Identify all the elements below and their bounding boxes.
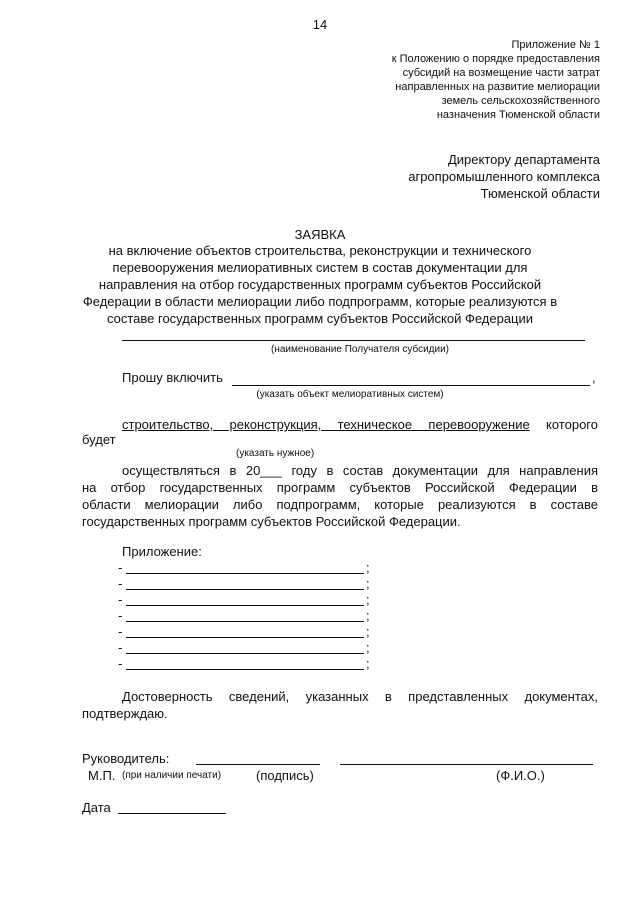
subtitle-line: на включение объектов строительства, реконструкции и технического xyxy=(108,243,532,258)
attachment-dash: - xyxy=(118,608,123,623)
head-label: Руководитель: xyxy=(82,751,170,766)
appendix-line: земель сельскохозяйственного xyxy=(441,95,600,107)
attachment-blank[interactable] xyxy=(126,621,364,622)
confirmation-line: подтверждаю. xyxy=(82,706,168,721)
attachment-end: ; xyxy=(366,624,370,639)
facility-caption: (указать объект мелиоративных систем) xyxy=(256,389,444,400)
confirmation-line: Достоверность сведений, указанных в представленных документах, xyxy=(122,689,598,704)
attachment-end: ; xyxy=(366,576,370,591)
stamp-note: (при наличии печати) xyxy=(122,770,222,781)
subtitle-line: Федерации в области мелиорации либо подпрограмм, которые реализуются в xyxy=(82,294,558,309)
appendix-line: направленных на развитие мелиорации xyxy=(395,81,600,93)
subtitle-line: перевооружения мелиоративных систем в состав документации для xyxy=(112,260,528,275)
confirmation-paragraph xyxy=(82,688,598,722)
date-blank[interactable] xyxy=(118,813,226,814)
addressee-line: Тюменской области xyxy=(480,186,600,201)
attachment-dash: - xyxy=(118,576,123,591)
request-prefix: Прошу включить xyxy=(122,370,223,385)
attachment-blank[interactable] xyxy=(126,637,364,638)
body-line: на отбор государственных программ субъектов Российской Федерации в xyxy=(82,480,598,495)
request-comma: , xyxy=(592,370,596,385)
body-line: осуществляться в 20___ году в состав документации для направления xyxy=(122,463,598,478)
attachment-item xyxy=(118,607,378,624)
attachment-dash: - xyxy=(118,656,123,671)
page-number: 14 xyxy=(312,17,328,32)
facility-blank[interactable] xyxy=(232,385,590,386)
appendix-line: назначения Тюменской области xyxy=(436,109,600,121)
works-continuation: будет xyxy=(82,432,116,447)
works-options: строительство, реконструкция, техническое перевооружение xyxy=(122,417,530,432)
appendix-reference xyxy=(330,38,600,122)
attachment-dash: - xyxy=(118,640,123,655)
document-title: ЗАЯВКА xyxy=(294,227,346,242)
body-paragraph xyxy=(82,462,598,530)
attachment-item xyxy=(118,623,378,640)
appendix-line: к Положению о порядке предоставления xyxy=(391,53,600,65)
addressee-block xyxy=(330,151,600,202)
full-name-blank[interactable] xyxy=(340,764,593,765)
signature-caption: (подпись) xyxy=(256,768,314,783)
attachment-item xyxy=(118,591,378,608)
attachment-blank[interactable] xyxy=(126,605,364,606)
attachment-blank[interactable] xyxy=(126,653,364,654)
attachment-item xyxy=(118,639,378,656)
subtitle-line: направления на отбор государственных программ субъектов Российской xyxy=(98,277,542,292)
full-name-caption: (Ф.И.О.) xyxy=(496,768,545,783)
body-line: области мелиорации либо подпрограмм, которые реализуются в составе xyxy=(82,497,598,512)
attachment-end: ; xyxy=(366,640,370,655)
attachment-dash: - xyxy=(118,624,123,639)
attachment-item xyxy=(118,575,378,592)
appendix-line: Приложение № 1 xyxy=(511,39,600,51)
attachment-end: ; xyxy=(366,560,370,575)
works-caption: (указать нужное) xyxy=(236,448,315,459)
addressee-line: Директору департамента xyxy=(447,152,600,167)
subtitle-line: составе государственных программ субъектов Российской Федерации xyxy=(106,311,534,326)
attachment-blank[interactable] xyxy=(126,669,364,670)
works-suffix: которого xyxy=(546,417,598,432)
stamp-label: М.П. xyxy=(88,768,116,783)
document-subtitle xyxy=(70,242,570,327)
works-line xyxy=(122,416,598,433)
recipient-caption: (наименование Получателя субсидии) xyxy=(270,344,450,355)
addressee-line: агропромышленного комплекса xyxy=(408,169,600,184)
attachment-end: ; xyxy=(366,656,370,671)
date-label: Дата xyxy=(82,800,111,815)
attachments-label: Приложение: xyxy=(122,544,202,559)
attachment-dash: - xyxy=(118,560,123,575)
attachment-dash: - xyxy=(118,592,123,607)
attachment-item xyxy=(118,655,378,672)
attachment-end: ; xyxy=(366,592,370,607)
signature-blank[interactable] xyxy=(196,764,320,765)
appendix-line: субсидий на возмещение части затрат xyxy=(402,67,600,79)
attachment-item xyxy=(118,559,378,576)
attachment-blank[interactable] xyxy=(126,573,364,574)
body-line: государственных программ субъектов Российской Федерации. xyxy=(82,514,461,529)
attachment-end: ; xyxy=(366,608,370,623)
attachment-blank[interactable] xyxy=(126,589,364,590)
recipient-name-blank[interactable] xyxy=(122,340,585,341)
